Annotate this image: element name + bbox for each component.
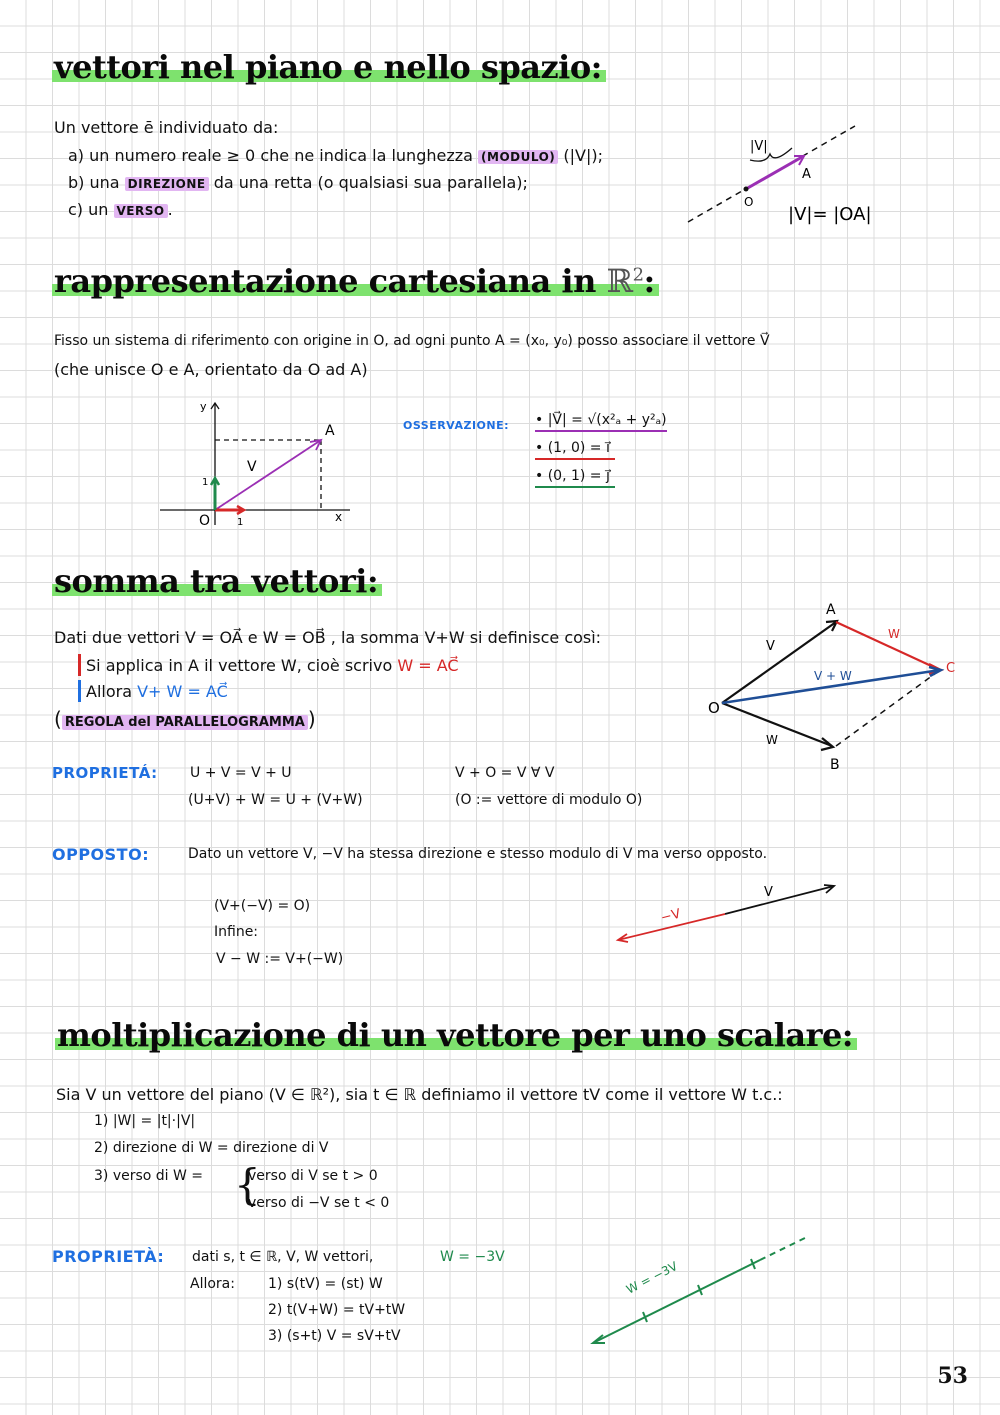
fig2-x-label: x [335, 510, 343, 524]
fig2-point-a: A [325, 423, 335, 439]
parallelogram-diagram [700, 598, 970, 778]
curly-brace: { [234, 1160, 261, 1209]
fig3-point-b: B [830, 757, 840, 773]
fig2-y-label: y [200, 400, 207, 413]
scalar-property-2: 2) t(V+W) = tV+tW [268, 1302, 406, 1318]
property-zero-def: (O := vettore di modulo O) [455, 792, 643, 808]
property-neutral: V + O = V ∀ V [455, 765, 555, 781]
red-margin-bar [78, 654, 81, 676]
cartesian-line-2: (che unisce O e A, orientato da O ad A) [54, 360, 368, 379]
list-item-c: c) un VERSO . [68, 200, 173, 219]
somma-line-2: Si applica in A il vettore W, cioè scrivo W = AC⃗ [86, 656, 459, 675]
section-title-somma: somma tra vettori: [52, 562, 382, 600]
fig2-unit-x: 1 [237, 517, 244, 528]
intro-text: Un vettore ē individuato da: [54, 118, 279, 137]
observation-j: • (0, 1) = j⃗ [535, 468, 615, 488]
fig2-origin: O [199, 513, 211, 529]
vector-line-diagram [680, 120, 880, 240]
fig3-vector-sum: V + W [814, 669, 852, 683]
section-title-moltiplicazione: moltiplicazione di un vettore per uno scalare: [55, 1016, 857, 1054]
difference-definition: V − W := V+(−W) [216, 951, 344, 967]
scalar-then: Allora: [190, 1276, 235, 1292]
scalar-property-3: 3) (s+t) V = sV+tV [268, 1328, 401, 1344]
page-number: 53 [937, 1363, 968, 1389]
somma-line-1: Dati due vettori V = OA⃗ e W = OB⃗ , la somma V+W si definisce così: [54, 628, 602, 647]
fig3-point-c: C [946, 661, 956, 676]
opposite-definition: Dato un vettore V, −V ha stessa direzione e stesso modulo di V ma verso opposto. [188, 846, 768, 862]
fig5-label: W = −3V [624, 1259, 680, 1297]
fig3-vector-v: V [766, 639, 775, 654]
scalar-case-positive: verso di V se t > 0 [248, 1168, 378, 1184]
parallelogram-rule: ( REGOLA del PARALLELOGRAMMA ) [54, 707, 316, 731]
cartesian-line-1: Fisso un sistema di riferimento con origine in O, ad ogni punto A = (x₀, y₀) posso associare il vettore V⃗ [54, 333, 770, 349]
fig2-vector-v: V [247, 459, 257, 475]
property-associative: (U+V) + W = U + (V+W) [188, 792, 363, 808]
scalar-properties-intro: dati s, t ∈ ℝ, V, W vettori, [192, 1249, 374, 1265]
property-commutative: U + V = V + U [190, 765, 292, 781]
scalar-multiple-diagram [585, 1230, 815, 1350]
opposite-vector-diagram [612, 878, 842, 948]
fig4-v-label: V [764, 885, 773, 900]
scalar-properties-label: PROPRIETÀ: [52, 1247, 165, 1266]
fig3-vector-w: W [766, 733, 778, 747]
list-item-a: a) un numero reale ≥ 0 che ne indica la lunghezza (MODULO) (|V|); [68, 146, 603, 165]
opposite-sum: (V+(−V) = O) [214, 898, 311, 914]
observation-i: • (1, 0) = i⃗ [535, 440, 615, 460]
opposite-finally: Infine: [214, 924, 259, 940]
fig3-point-a: A [826, 602, 836, 618]
fig3-origin: O [708, 699, 720, 717]
cartesian-diagram [155, 395, 360, 530]
scalar-property-1: 1) s(tV) = (st) W [268, 1276, 383, 1292]
list-item-b: b) una DIREZIONE da una retta (o qualsiasi sua parallela); [68, 173, 528, 192]
fig1-equation: |V|= |OA| [788, 204, 872, 225]
fig4-minus-v-label: −V [659, 906, 683, 926]
fig3-vector-w-red: W [888, 627, 900, 641]
fig1-modulo-label: |V| [750, 139, 768, 154]
scalar-example: W = −3V [440, 1249, 505, 1265]
blue-margin-bar [78, 680, 81, 702]
section-title-cartesiana: rappresentazione cartesiana in ℝ$^2$: [52, 262, 659, 300]
fig2-unit-y: 1 [202, 477, 209, 488]
opposite-label: OPPOSTO: [52, 845, 150, 864]
scalar-item-1: 1) |W| = |t|·|V| [94, 1113, 196, 1129]
fig1-point-o: O [744, 195, 754, 209]
somma-line-3: Allora V+ W = AC⃗ [86, 682, 228, 701]
scalar-item-2: 2) direzione di W = direzione di V [94, 1140, 329, 1156]
scalar-item-3: 3) verso di W = [94, 1168, 204, 1184]
scalar-case-negative: verso di −V se t < 0 [248, 1195, 390, 1211]
section-title-vettori: vettori nel piano e nello spazio: [52, 48, 606, 86]
observation-modulo: • |V⃗| = √(x²ₐ + y²ₐ) [535, 412, 667, 432]
properties-label: PROPRIETÁ: [52, 764, 158, 782]
observation-label: OSSERVAZIONE: [403, 419, 510, 432]
fig1-point-a: A [802, 167, 811, 182]
scalar-intro: Sia V un vettore del piano (V ∈ ℝ²), sia t ∈ ℝ definiamo il vettore tV come il vettore W t.c.: [56, 1085, 783, 1104]
